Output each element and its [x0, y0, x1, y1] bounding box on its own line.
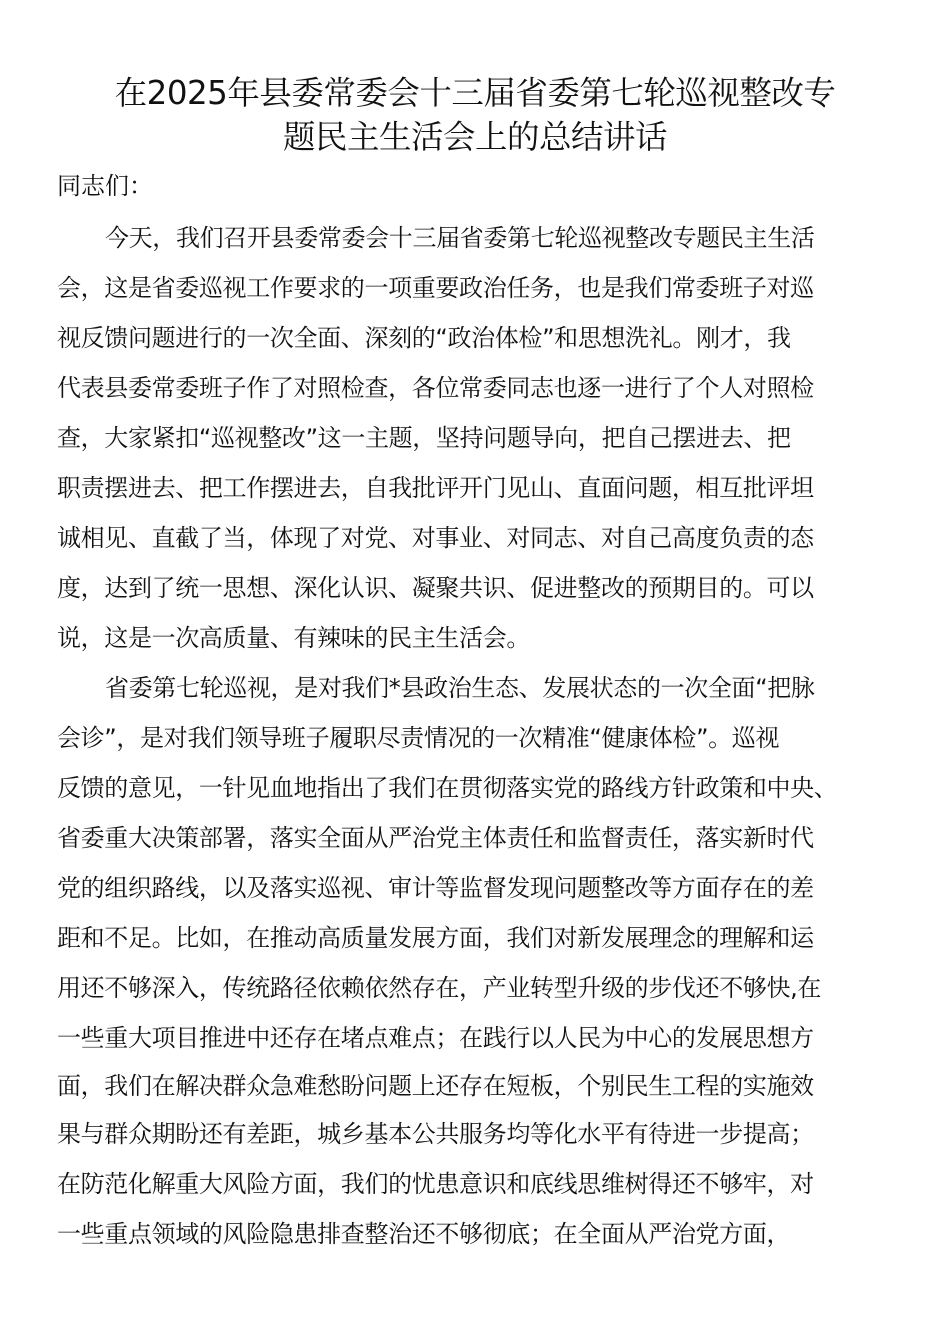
paragraph-line: 果与群众期盼还有差距，城乡基本公共服务均等化水平有待进一步提高；: [57, 1120, 814, 1148]
salutation: 同志们：: [57, 172, 153, 200]
paragraph-line: 用还不够深入，传统路径依赖依然存在，产业转型升级的步伐还不够快,在: [57, 974, 822, 1002]
paragraph-line: 查，大家紧扣“巡视整改”这一主题，坚持问题导向，把自己摆进去、把: [57, 424, 791, 452]
document-title-line-1: 在2025年县委常委会十三届省委第七轮巡视整改专: [114, 74, 836, 112]
paragraph-line: 一些重点领域的风险隐患排查整治还不够彻底；在全面从严治党方面，: [57, 1220, 791, 1248]
paragraph-line: 代表县委常委班子作了对照检查，各位常委同志也逐一进行了个人对照检: [57, 374, 814, 402]
paragraph-line: 会诊”，是对我们领导班子履职尽责情况的一次精准“健康体检”。巡视: [57, 724, 780, 752]
paragraph-line: 度，达到了统一思想、深化认识、凝聚共识、促进整改的预期目的。可以: [57, 574, 814, 602]
paragraph-line: 省委重大决策部署，落实全面从严治党主体责任和监督责任，落实新时代: [57, 824, 814, 852]
paragraph-line: 会，这是省委巡视工作要求的一项重要政治任务，也是我们常委班子对巡: [57, 274, 814, 302]
paragraph-line: 视反馈问题进行的一次全面、深刻的“政治体检”和思想洗礼。刚才，我: [57, 324, 791, 352]
document-title-line-2: 题民主生活会上的总结讲话: [282, 118, 667, 156]
paragraph-line: 距和不足。比如，在推动高质量发展方面，我们对新发展理念的理解和运: [57, 924, 814, 952]
paragraph-line: 省委第七轮巡视，是对我们*县政治生态、发展状态的一次全面“把脉: [105, 674, 815, 702]
paragraph-line: 职责摆进去、把工作摆进去，自我批评开门见山、直面问题，相互批评坦: [57, 474, 814, 502]
paragraph-line: 诚相见、直截了当，体现了对党、对事业、对同志、对自己高度负责的态: [57, 524, 814, 552]
paragraph-line: 今天，我们召开县委常委会十三届省委第七轮巡视整改专题民主生活: [105, 224, 815, 252]
paragraph-line: 在防范化解重大风险方面，我们的忧患意识和底线思维树得还不够牢，对: [57, 1170, 814, 1198]
paragraph-line: 一些重大项目推进中还存在堵点难点；在践行以人民为中心的发展思想方: [57, 1024, 814, 1052]
paragraph-line: 面，我们在解决群众急难愁盼问题上还存在短板，个别民生工程的实施效: [57, 1072, 814, 1100]
paragraph-line: 党的组织路线，以及落实巡视、审计等监督发现问题整改等方面存在的差: [57, 874, 814, 902]
paragraph-line: 反馈的意见，一针见血地指出了我们在贯彻落实党的路线方针政策和中央、: [57, 774, 838, 802]
paragraph-line: 说，这是一次高质量、有辣味的民主生活会。: [57, 624, 530, 652]
